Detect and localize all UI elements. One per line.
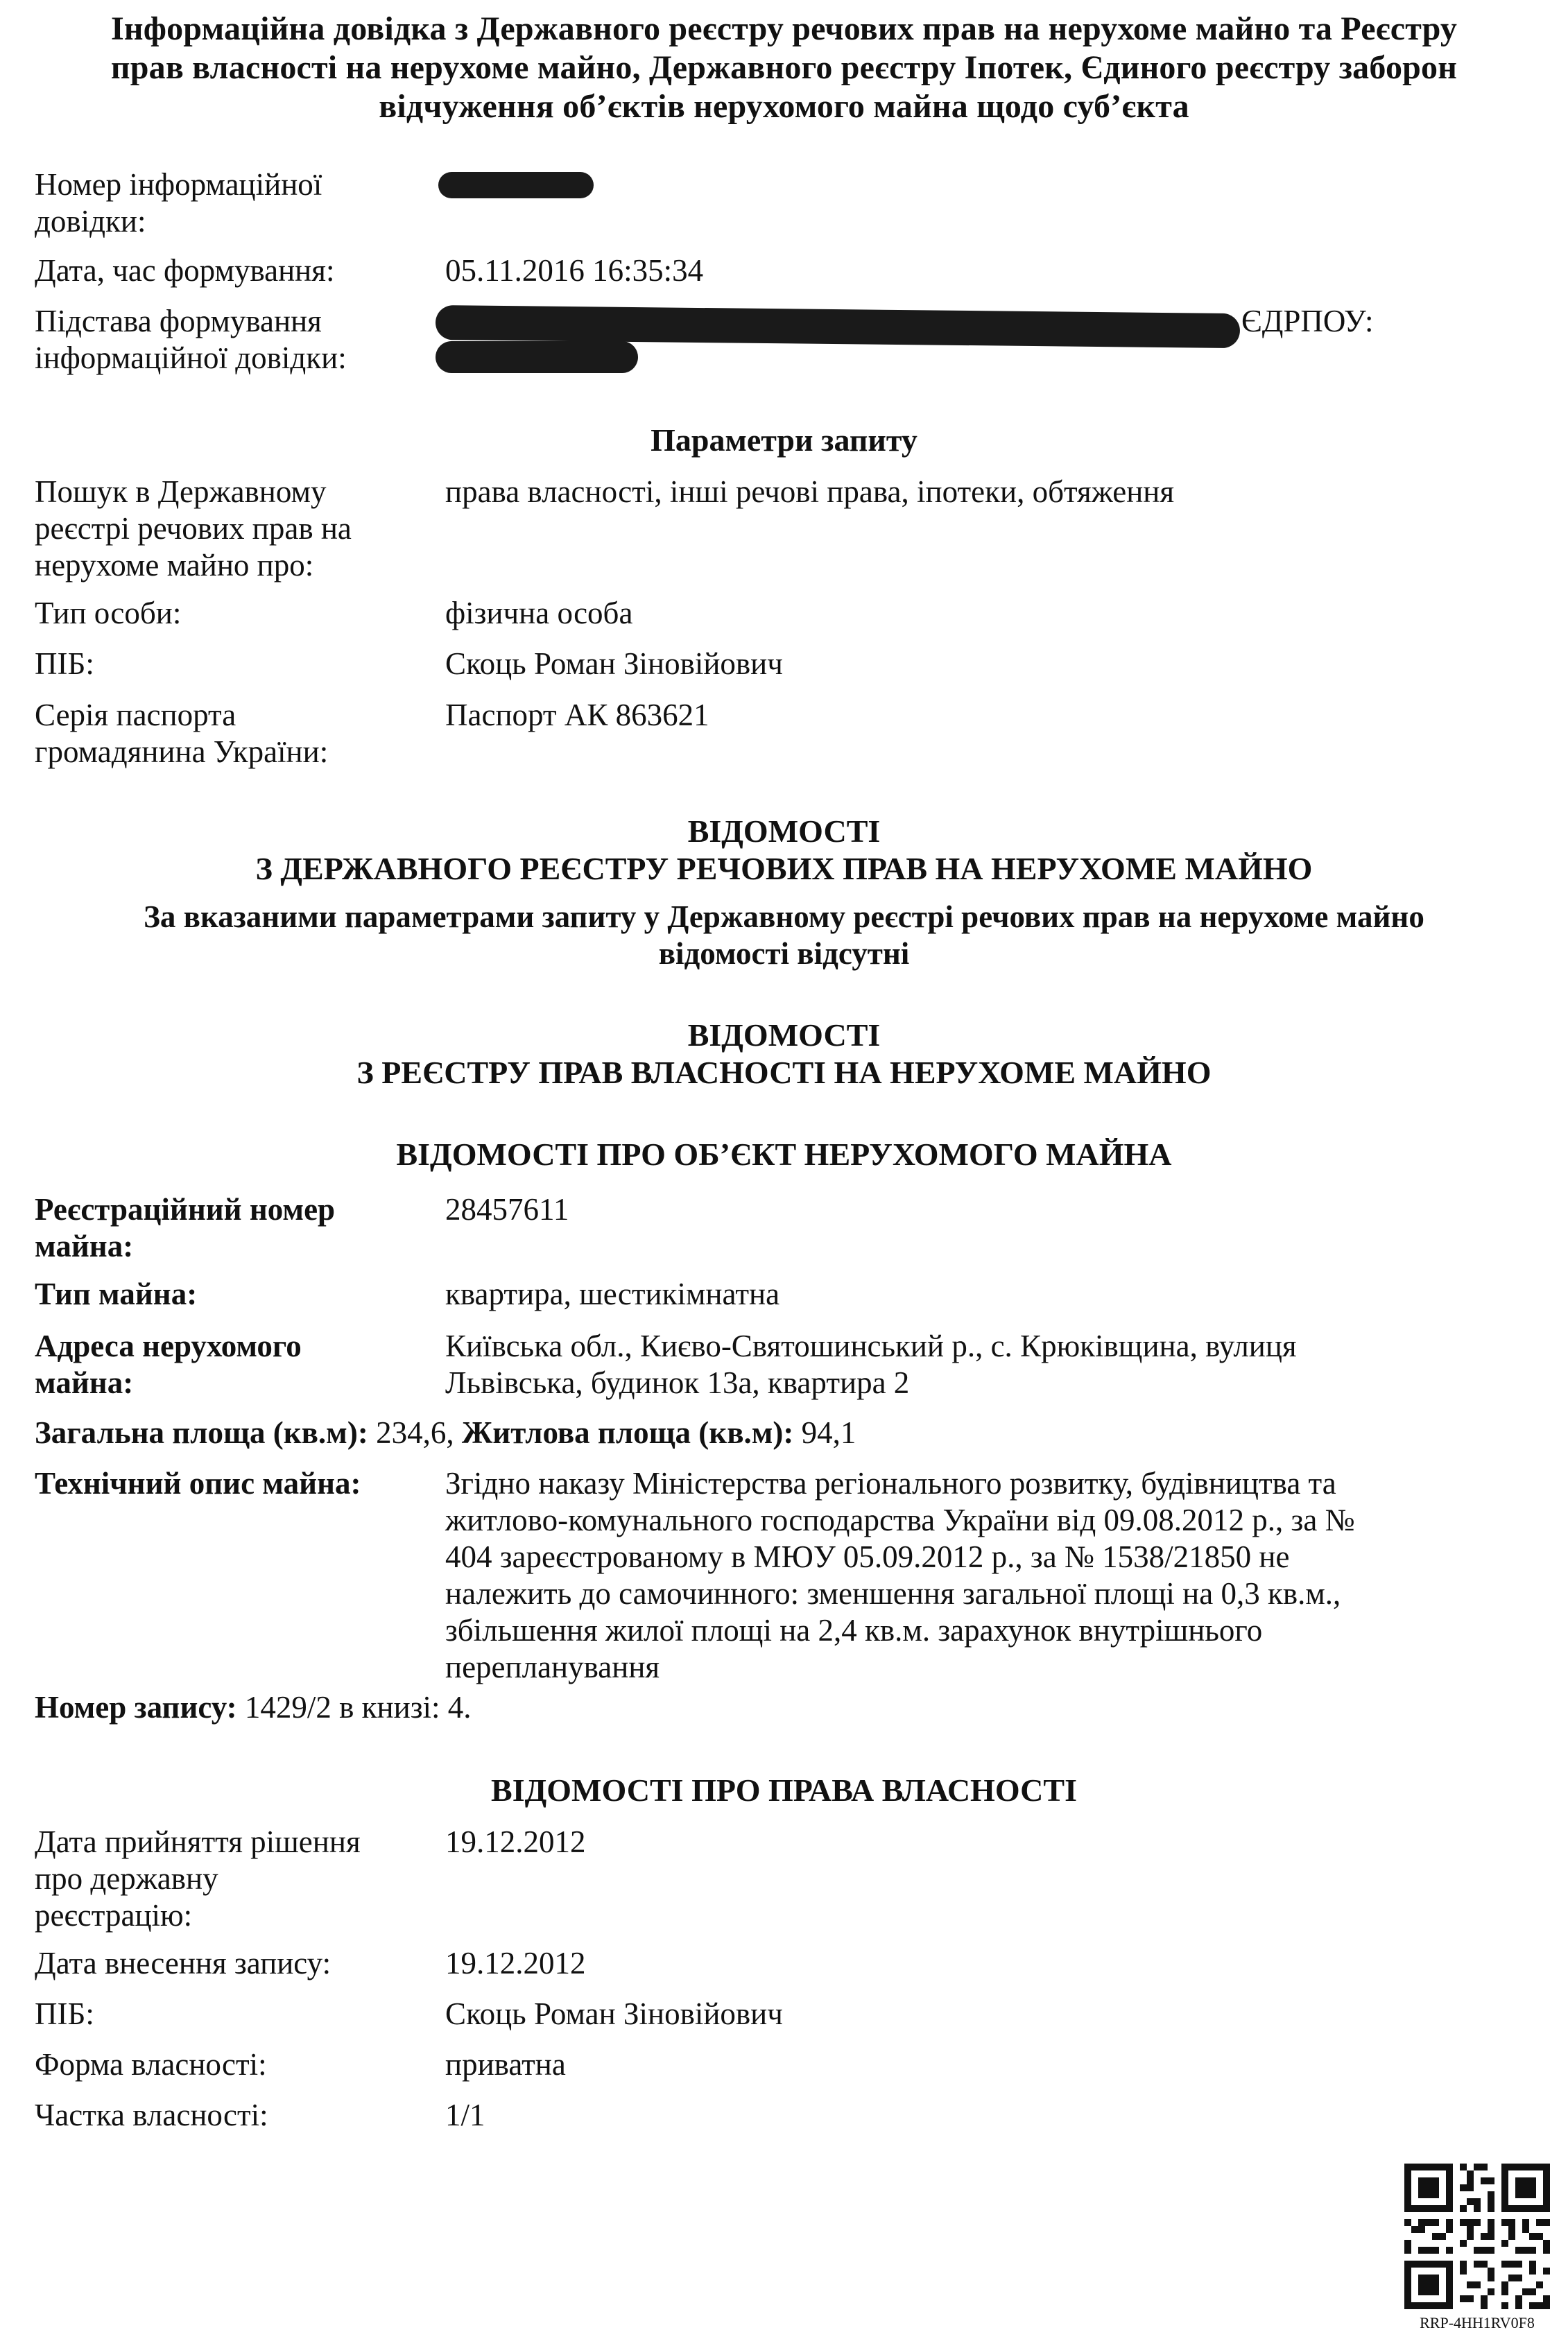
total-area-label: Загальна площа (кв.м): [35,1415,368,1450]
state-registry-heading: ВІДОМОСТІ З ДЕРЖАВНОГО РЕЄСТРУ РЕЧОВИХ ПРАВ НА НЕРУХОМЕ МАЙНО [255,813,1313,886]
living-area-label: Житлова площа (кв.м): [461,1415,794,1450]
rights-heading: ВІДОМОСТІ ПРО ПРАВА ВЛАСНОСТІ [491,1772,1077,1808]
redaction-mark [438,172,594,198]
living-area-value: 94,1 [793,1415,856,1450]
query-name-value: Скоць Роман Зіновійович [445,646,783,681]
info-date-label: Дата, час формування: [35,253,335,288]
rights-entry-value: 19.12.2012 [445,1946,586,1980]
object-address-value: Київська обл., Києво-Святошинський р., с. Крюківщина, вулиця Львівська, будинок 13а, квартира 2 [445,1329,1297,1400]
object-tech-value: Згідно наказу Міністерства регіонального розвитку, будівництва та житлово-комунального господарства України від 09.08.2012 р., за № 404 зареєстрованому в МЮУ 05.09.2012 р., за № 1538/21850 не належить до самочинного: зменшення загальної площі на 0,3 кв.м., збільшення жилої площі на 2,4 кв.м. зарахунок внутрішнього перепланування [445,1466,1355,1684]
rights-owner-label: ПІБ: [35,1996,94,2031]
rights-form-label: Форма власності: [35,2047,267,2082]
object-tech-label: Технічний опис майна: [35,1466,361,1501]
qr-code-label: RRP-4HH1RV0F8 [1420,2314,1535,2331]
rights-share-label: Частка власності: [35,2098,268,2132]
rights-form-value: приватна [445,2047,566,2082]
object-area-line [35,1415,1526,1451]
info-date-value: 05.11.2016 16:35:34 [445,253,704,288]
query-heading: Параметри запиту [651,422,917,458]
total-area-value: 234,6, [368,1415,462,1450]
query-name-label: ПІБ: [35,646,94,681]
record-label: Номер запису: [35,1690,237,1725]
info-basis-label: Підстава формування інформаційної довідки: [35,304,347,375]
object-type-value: квартира, шестикімнатна [445,1277,780,1311]
title-line: відчуження об’єктів нерухомого майна щодо суб’єкта [379,88,1189,125]
query-search-label: Пошук в Державному реєстрі речових прав на нерухоме майно про: [35,474,352,582]
object-reg-number-value: 28457611 [445,1192,569,1227]
ownership-registry-heading: ВІДОМОСТІ З РЕЄСТРУ ПРАВ ВЛАСНОСТІ НА НЕРУХОМЕ МАЙНО [356,1017,1212,1090]
object-reg-number-label: Реєстраційний номер майна: [35,1192,336,1263]
rights-owner-value: Скоць Роман Зіновійович [445,1996,783,2031]
redaction-mark [436,341,638,373]
query-search-value: права власності, інші речові права, іпотеки, обтяження [445,474,1175,509]
object-heading: ВІДОМОСТІ ПРО ОБ’ЄКТ НЕРУХОМОГО МАЙНА [396,1137,1172,1172]
rights-decision-label: Дата прийняття рішення про державну реєстрацію: [35,1824,361,1933]
record-value: 1429/2 в книзі: 4. [236,1690,472,1725]
object-type-label: Тип майна: [35,1277,198,1311]
document-title [0,10,1568,126]
rights-share-value: 1/1 [445,2098,485,2132]
query-passport-value: Паспорт АК 863621 [445,698,709,732]
object-record-line [35,1689,1526,1726]
rights-decision-value: 19.12.2012 [445,1824,586,1859]
state-registry-note: За вказаними параметрами запиту у Державному реєстрі речових прав на нерухоме майно відомості відсутні [144,899,1424,971]
object-address-label: Адреса нерухомого майна: [35,1329,302,1400]
info-edrpou-label: ЄДРПОУ: [1241,304,1374,338]
query-passport-label: Серія паспорта громадянина України: [35,698,329,769]
query-person-type-label: Тип особи: [35,596,182,630]
title-line: прав власності на нерухоме майно, Державного реєстру Іпотек, Єдиного реєстру заборон [110,49,1458,86]
qr-code-icon [1404,2164,1550,2309]
query-person-type-value: фізична особа [445,596,633,630]
title-line: Інформаційна довідка з Державного реєстру речових прав на нерухоме майно та Реєстру [110,10,1458,47]
rights-entry-label: Дата внесення запису: [35,1946,331,1980]
info-number-label: Номер інформаційної довідки: [35,167,322,239]
